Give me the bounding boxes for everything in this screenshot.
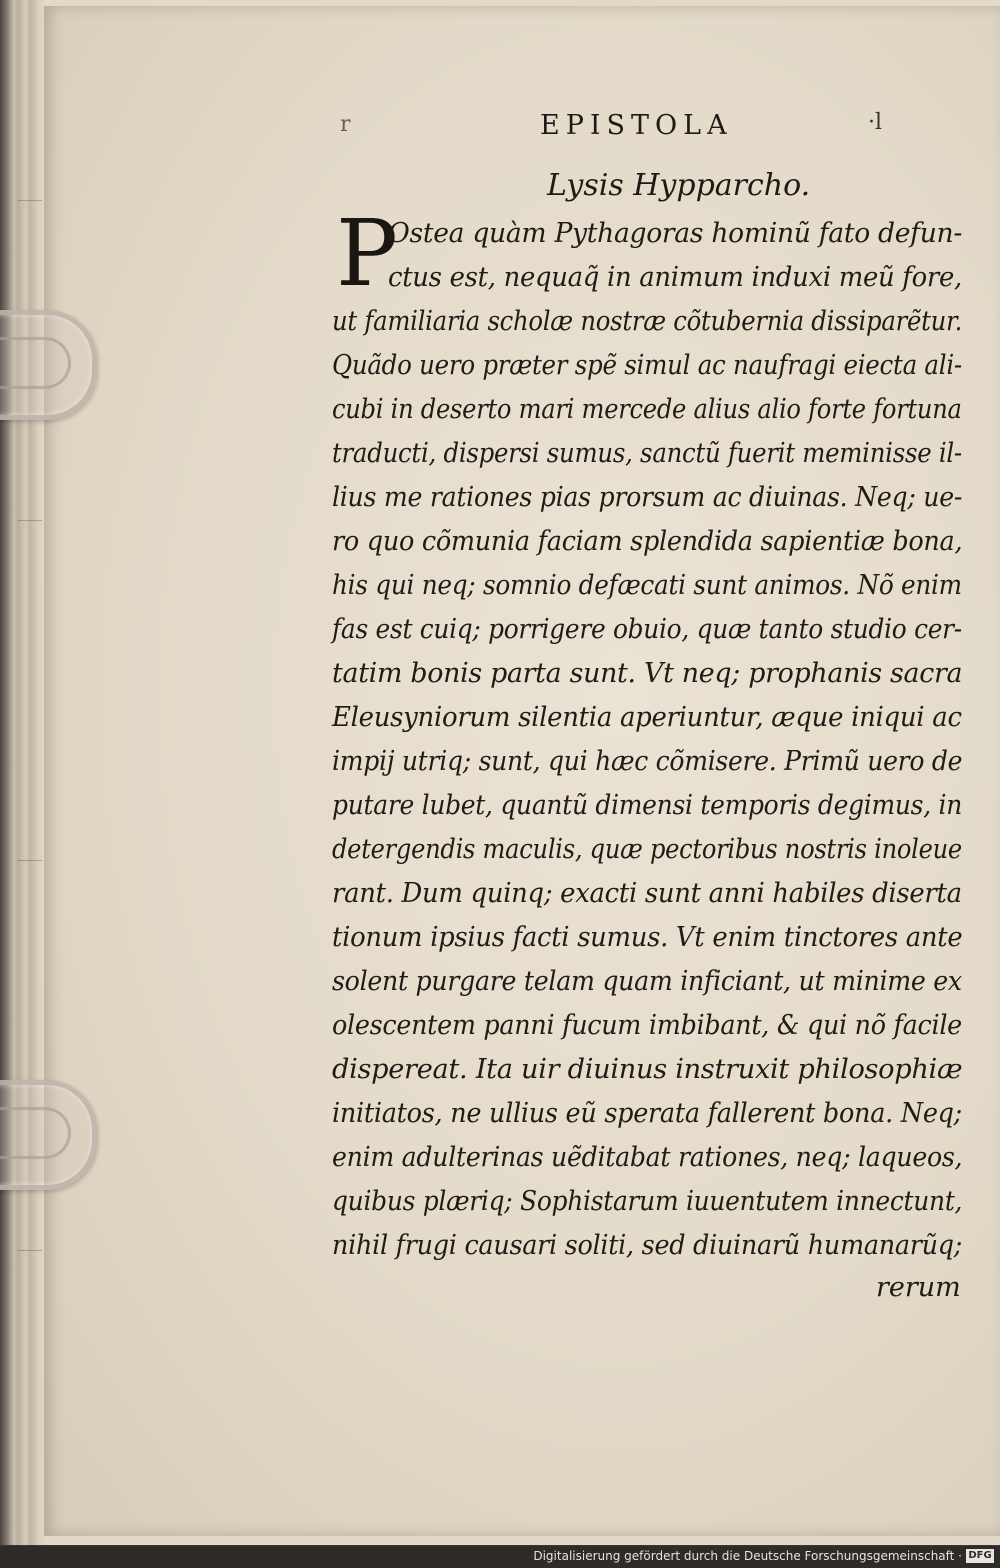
catchword: rerum <box>876 1272 961 1303</box>
text-line: quibus plæriq; Sophistarum iuuentutem innectunt, <box>332 1186 963 1217</box>
text-line: fas est cuiq; porrigere obuio, quæ tanto studio cer- <box>332 614 962 645</box>
text-line: initiatos, ne ullius eũ sperata fallerent bona. Neq; <box>332 1098 963 1129</box>
text-line: rant. Dum quinq; exacti sunt anni habiles diserta <box>332 878 962 909</box>
book-clip-upper <box>0 310 97 420</box>
letter-heading: Lysis Hypparcho. <box>547 168 811 203</box>
text-line: enim adulterinas uẽditabat rationes, neq; laqueos, <box>332 1142 963 1173</box>
dfg-logo: DFG <box>966 1549 994 1563</box>
text-line: olescentem panni fucum imbibant, & qui nõ facile <box>332 1010 962 1041</box>
text-line: his qui neq; somnio defæcati sunt animos. Nõ enim <box>332 570 962 601</box>
text-line: solent purgare telam quam inficiant, ut minime ex <box>332 966 962 997</box>
running-head: EPISTOLA <box>540 110 733 141</box>
footer-credit: Digitalisierung gefördert durch die Deutsche Forschungsgemeinschaft · <box>533 1549 962 1563</box>
text-line: nihil frugi causari soliti, sed diuinarũ humanarũq; <box>332 1230 963 1261</box>
page-stack-line <box>18 200 42 201</box>
text-line: Ostea quàm Pythagoras hominũ fato defun- <box>388 218 963 249</box>
text-line: ut familiaria scholæ nostræ cõtubernia dissiparẽtur. <box>332 306 963 337</box>
text-line: tionum ipsius facti sumus. Vt enim tinctores ante <box>332 922 963 953</box>
page-stack-line <box>18 1250 42 1251</box>
text-line: putare lubet, quantũ dimensi temporis degimus, in <box>332 790 962 821</box>
text-line: ro quo cõmunia faciam splendida sapientiæ bona, <box>332 526 963 557</box>
text-line: dispereat. Ita uir diuinus instruxit philosophiæ <box>332 1054 963 1085</box>
drop-capital: P <box>336 200 398 307</box>
text-line: ctus est, nequaq̃ in animum induxi meũ fore, <box>388 262 962 293</box>
page-stack-line <box>18 520 42 521</box>
text-line: Quãdo uero præter spẽ simul ac naufragi eiecta ali- <box>332 350 962 381</box>
text-line: Eleusyniorum silentia aperiuntur, æque iniqui ac <box>332 702 962 733</box>
margin-mark-right: ·l <box>868 110 883 135</box>
page-stack-line <box>18 860 42 861</box>
margin-mark-left: r <box>340 112 351 137</box>
text-line: traducti, dispersi sumus, sanctũ fuerit meminisse il- <box>332 438 962 469</box>
text-line: tatim bonis parta sunt. Vt neq; prophanis sacra <box>332 658 963 689</box>
text-line: lius me rationes pias prorsum ac diuinas. Neq; ue- <box>332 482 963 513</box>
text-line: cubi in deserto mari mercede alius alio forte fortuna <box>332 394 962 425</box>
text-line: detergendis maculis, quæ pectoribus nostris inoleue <box>332 834 962 865</box>
text-line: impij utriq; sunt, qui hæc cõmisere. Primũ uero de <box>332 746 963 777</box>
book-clip-lower <box>0 1080 97 1190</box>
